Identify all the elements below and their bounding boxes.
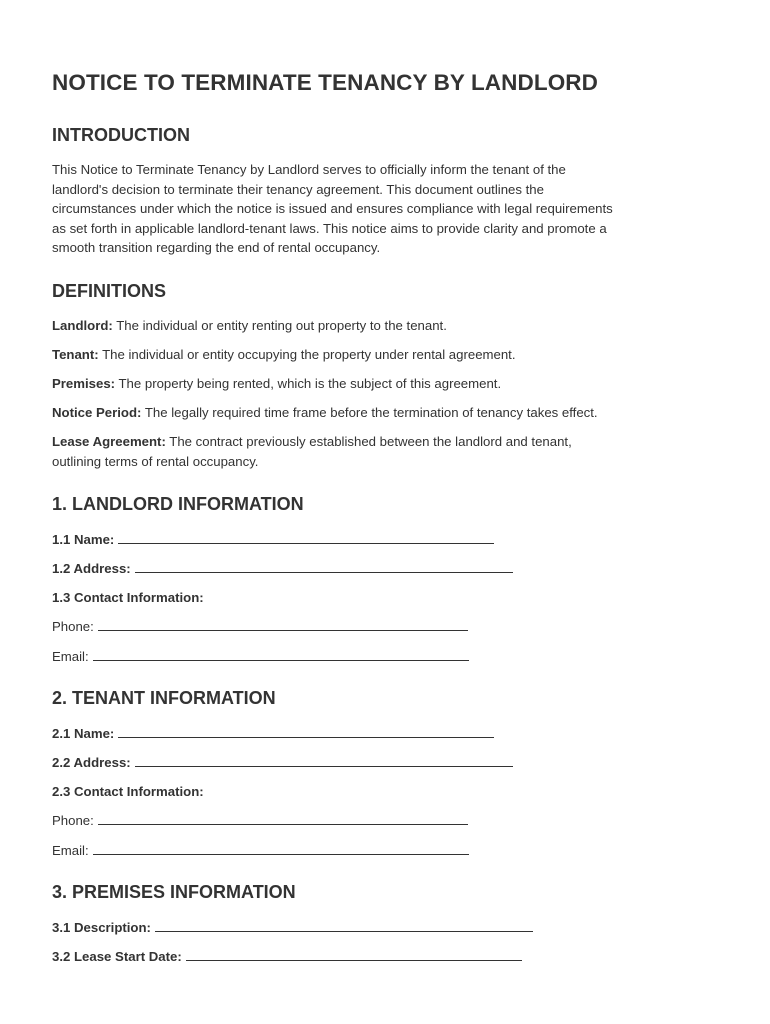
tenant-email-field[interactable] bbox=[93, 842, 469, 855]
premises-lease-start-field[interactable] bbox=[186, 948, 522, 961]
premises-description-label: 3.1 Description: bbox=[52, 920, 151, 935]
definition-text: The property being rented, which is the subject of this agreement. bbox=[115, 376, 502, 391]
definition-text: The individual or entity occupying the property under rental agreement. bbox=[98, 347, 516, 362]
landlord-address-label: 1.2 Address: bbox=[52, 561, 131, 576]
landlord-heading: 1. LANDLORD INFORMATION bbox=[52, 494, 304, 514]
landlord-name-field[interactable] bbox=[118, 531, 494, 544]
intro-line-2: landlord's decision to terminate their tenancy agreement. This document outlines the bbox=[52, 182, 544, 197]
definition-text: The individual or entity renting out property to the tenant. bbox=[112, 318, 447, 333]
tenant-address-row bbox=[52, 753, 513, 773]
definition-term: Premises: bbox=[52, 376, 116, 391]
definition-term: Landlord: bbox=[52, 318, 113, 333]
landlord-email-label: Email: bbox=[52, 649, 89, 664]
landlord-name-label: 1.1 Name: bbox=[52, 532, 115, 547]
landlord-address-row bbox=[52, 559, 513, 579]
definition-term: Lease Agreement: bbox=[52, 434, 166, 449]
landlord-phone-field[interactable] bbox=[98, 618, 468, 631]
landlord-name-row bbox=[52, 530, 494, 550]
landlord-contact-label: 1.3 Contact Information: bbox=[52, 590, 204, 605]
premises-description-field[interactable] bbox=[155, 919, 533, 932]
tenant-name-field[interactable] bbox=[118, 725, 494, 738]
definition-lease-agreement bbox=[52, 432, 572, 452]
intro-line-4: as set forth in applicable landlord-tenant laws. This notice aims to provide clarity and promote a bbox=[52, 221, 607, 236]
tenant-address-label: 2.2 Address: bbox=[52, 755, 131, 770]
landlord-contact-row bbox=[52, 588, 204, 608]
intro-line-1: This Notice to Terminate Tenancy by Landlord serves to officially inform the tenant of the bbox=[52, 162, 566, 177]
tenant-contact-label: 2.3 Contact Information: bbox=[52, 784, 204, 799]
tenant-phone-row bbox=[52, 811, 468, 831]
intro-line-3: circumstances under which the notice is issued and ensures compliance with legal requirements bbox=[52, 201, 613, 216]
tenant-email-label: Email: bbox=[52, 843, 89, 858]
definition-lease-agreement-cont: outlining terms of rental occupancy. bbox=[52, 454, 259, 469]
definition-term: Tenant: bbox=[52, 347, 99, 362]
tenant-email-row bbox=[52, 841, 469, 861]
definitions-heading: DEFINITIONS bbox=[52, 281, 167, 301]
premises-lease-start-row bbox=[52, 947, 522, 967]
tenant-phone-label: Phone: bbox=[52, 813, 94, 828]
intro-line-5: smooth transition regarding the end of rental occupancy. bbox=[52, 240, 381, 255]
landlord-email-row bbox=[52, 647, 469, 667]
definition-text: The legally required time frame before the termination of tenancy takes effect. bbox=[141, 405, 598, 420]
definition-notice-period bbox=[52, 403, 598, 423]
definition-premises bbox=[52, 374, 501, 394]
premises-heading: 3. PREMISES INFORMATION bbox=[52, 882, 296, 902]
tenant-contact-row bbox=[52, 782, 204, 802]
landlord-email-field[interactable] bbox=[93, 648, 469, 661]
landlord-address-field[interactable] bbox=[135, 560, 513, 573]
introduction-heading: INTRODUCTION bbox=[52, 125, 190, 145]
landlord-phone-label: Phone: bbox=[52, 619, 94, 634]
tenant-phone-field[interactable] bbox=[98, 812, 468, 825]
landlord-phone-row bbox=[52, 617, 468, 637]
tenant-address-field[interactable] bbox=[135, 754, 513, 767]
tenant-name-label: 2.1 Name: bbox=[52, 726, 115, 741]
tenant-name-row bbox=[52, 724, 494, 744]
definition-term: Notice Period: bbox=[52, 405, 142, 420]
definition-tenant bbox=[52, 345, 516, 365]
definition-landlord bbox=[52, 316, 447, 336]
premises-lease-start-label: 3.2 Lease Start Date: bbox=[52, 949, 182, 964]
premises-description-row bbox=[52, 918, 533, 938]
document-title: NOTICE TO TERMINATE TENANCY BY LANDLORD bbox=[52, 70, 598, 95]
tenant-heading: 2. TENANT INFORMATION bbox=[52, 688, 276, 708]
definition-text: The contract previously established between the landlord and tenant, bbox=[165, 434, 572, 449]
